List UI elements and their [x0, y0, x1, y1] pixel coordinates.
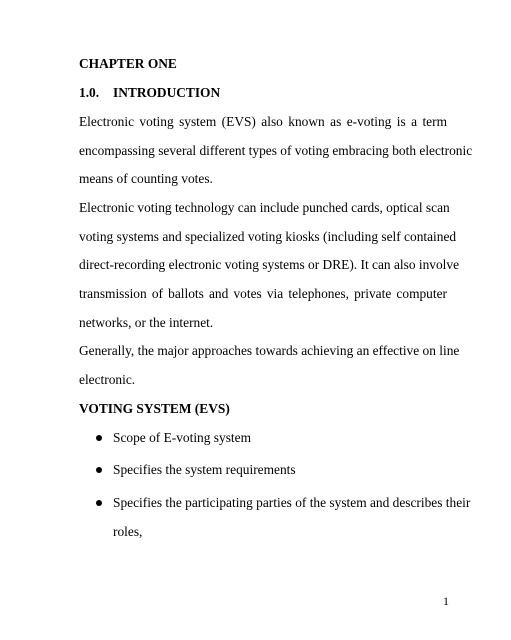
paragraph-line: voting systems and specialized voting kiosks (including self contained	[79, 229, 457, 244]
section-number: 1.0.	[79, 85, 100, 100]
section-heading	[79, 85, 447, 101]
paragraph-line: networks, or the internet.	[79, 315, 214, 330]
paragraph-line: direct-recording electronic voting systems or DRE). It can also involve	[79, 257, 460, 272]
chapter-title: CHAPTER ONE	[79, 56, 177, 71]
paragraph-line: electronic.	[79, 372, 136, 387]
list-item-text: Scope of E-voting system	[113, 430, 251, 445]
section-title: INTRODUCTION	[113, 85, 221, 100]
bullet-icon	[96, 435, 102, 441]
paragraph-line: transmission of ballots and votes via telephones, private computer	[79, 286, 447, 301]
bullet-icon	[96, 467, 102, 473]
paragraph-line: Generally, the major approaches towards achieving an effective on line	[79, 343, 460, 358]
paragraph-line: means of counting votes.	[79, 171, 213, 186]
list-item-text: Specifies the participating parties of the system and describes their	[113, 495, 471, 510]
paragraph-line: Electronic voting system (EVS) also known as e-voting is a term	[79, 114, 447, 129]
subheading: VOTING SYSTEM (EVS)	[79, 401, 230, 416]
page-number: 1	[443, 594, 449, 608]
paragraph-line: encompassing several different types of voting embracing both electronic	[79, 143, 473, 158]
bullet-icon	[96, 500, 102, 506]
paragraph-line: Electronic voting technology can include punched cards, optical scan	[79, 200, 450, 215]
list-item-text: Specifies the system requirements	[113, 462, 296, 477]
list-item-text: roles,	[113, 524, 143, 539]
